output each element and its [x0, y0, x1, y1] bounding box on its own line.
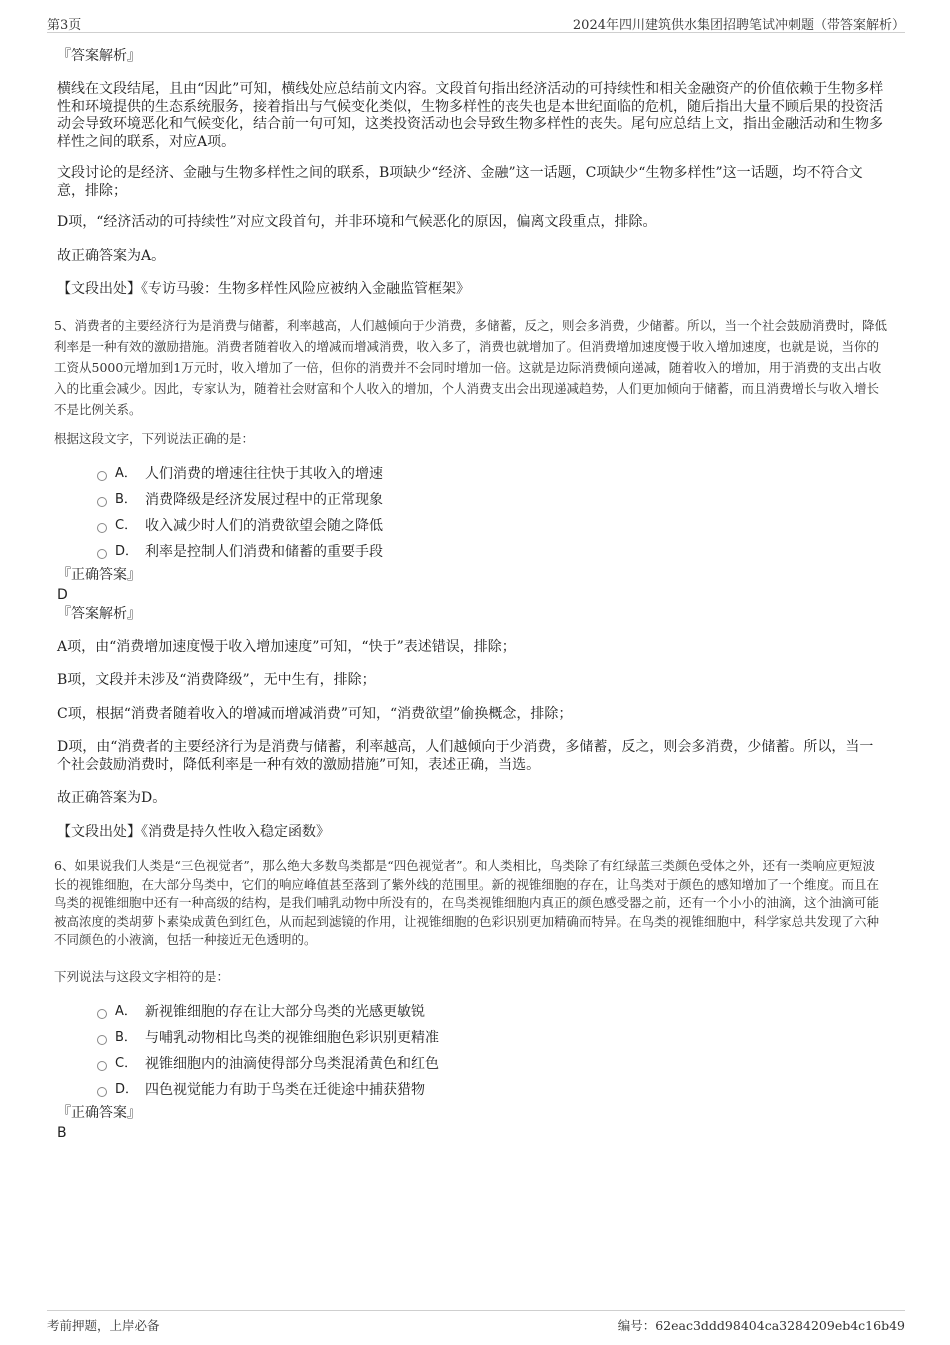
option-letter: B．	[115, 1029, 137, 1045]
radio-icon[interactable]	[97, 549, 107, 559]
option-letter: C．	[115, 1055, 138, 1071]
radio-icon[interactable]	[97, 1061, 107, 1071]
q6-stem: 6、如果说我们人类是“三色视觉者”，那么绝大多数鸟类都是“四色视觉者”。和人类相比，鸟类除了有红绿蓝三类颜色受体之外，还有一类响应更短波长的视锥细胞，在大部分鸟类中，它们的响应峰值甚至落到了紫外线的范围里。新的视锥细胞的存在，让鸟类对于颜色的感知增加了一个维度。而且在鸟类的视锥细胞中还有一种高级的结构，是我们哺乳动物中所没有的，在鸟类视锥细胞内真正的颜色感受器之前，还有一个小小的油滴，这个油滴可能被高浓度的类胡萝卜素染成黄色到红色，从而起到滤镜的作用，让视锥细胞的色彩识别更加精确而特异。在鸟类的视锥细胞中，科学家总共发现了六种不同颜色的小液滴，包括一种接近无色透明的。	[54, 858, 880, 947]
radio-icon[interactable]	[97, 523, 107, 533]
q5-analysis-c: C项，根据“消费者随着收入的增减而增减消费”可知，“消费欲望”偷换概念，排除；	[57, 705, 573, 722]
radio-icon[interactable]	[97, 471, 107, 481]
option-letter: D．	[115, 543, 139, 559]
option-text: 消费降级是经济发展过程中的正常现象	[145, 491, 383, 508]
option-text: 利率是控制人们消费和储蓄的重要手段	[145, 543, 383, 560]
option-letter: C．	[115, 517, 138, 533]
option-text: 与哺乳动物相比鸟类的视锥细胞色彩识别更精准	[145, 1029, 439, 1046]
q6-option-b[interactable]	[57, 1025, 887, 1051]
q6-option-c[interactable]	[57, 1051, 887, 1077]
radio-icon[interactable]	[97, 1035, 107, 1045]
q5-answer-label: 『正确答案』	[57, 566, 141, 583]
q5-option-d[interactable]	[57, 539, 887, 565]
q5-analysis-d: D项，由“消费者的主要经济行为是消费与储蓄，利率越高，人们越倾向于少消费，多储蓄，反之，则会多消费，少储蓄。所以，当一个社会鼓励消费时，降低利率是一种有效的激励措施”可知，表述正确，当选。	[57, 739, 874, 773]
footer-slogan: 考前押题，上岸必备	[47, 1318, 160, 1333]
radio-icon[interactable]	[97, 1087, 107, 1097]
page-footer	[47, 1310, 905, 1335]
q6-option-d[interactable]	[57, 1077, 887, 1103]
option-letter: A．	[115, 465, 137, 481]
option-letter: D．	[115, 1081, 139, 1097]
q5-analysis-b: B项，文段并未涉及“消费降级”，无中生有，排除；	[57, 672, 376, 688]
q5-answer-statement: 故正确答案为D。	[57, 790, 167, 806]
option-letter: A．	[115, 1003, 137, 1019]
option-text: 新视锥细胞的存在让大部分鸟类的光感更敏锐	[145, 1003, 425, 1020]
radio-icon[interactable]	[97, 497, 107, 507]
option-letter: B．	[115, 491, 137, 507]
q5-option-b[interactable]	[57, 487, 887, 513]
document-title: 2024年四川建筑供水集团招聘笔试冲刺题（带答案解析）	[572, 18, 905, 33]
q4-analysis-paragraph-3: D项，“经济活动的可持续性”对应文段首句，并非环境和气候恶化的原因，偏离文段重点，排除。	[57, 214, 657, 230]
page-content	[54, 46, 887, 1142]
q4-answer-statement: 故正确答案为A。	[57, 247, 166, 264]
q5-source: 【文段出处】《消费是持久性收入稳定函数》	[57, 823, 330, 840]
q5-analysis-label: 『答案解析』	[57, 605, 141, 622]
q6-option-a[interactable]	[57, 999, 887, 1025]
q5-answer: D	[57, 586, 68, 603]
q4-analysis-label: 『答案解析』	[57, 48, 141, 64]
page-number: 第3页	[47, 18, 82, 33]
q6-question: 下列说法与这段文字相符的是：	[54, 968, 230, 984]
q5-option-c[interactable]	[57, 513, 887, 539]
option-text: 人们消费的增速往往快于其收入的增速	[145, 465, 383, 482]
q5-option-a[interactable]	[57, 461, 887, 487]
radio-icon[interactable]	[97, 1009, 107, 1019]
q5-stem: 5、消费者的主要经济行为是消费与储蓄，利率越高，人们越倾向于少消费，多储蓄，反之，则会多消费，少储蓄。所以，当一个社会鼓励消费时，降低利率是一种有效的激励措施。消费者随着收入的增减而增减消费，收入多了，消费也就增加了。但消费增加速度慢于收入增加速度，也就是说，当你的工资从5000元增加到1万元时，收入增加了一倍，但你的消费并不会同时增加一倍。这就是边际消费倾向递减，随着收入的增加，用于消费的支出占收入的比重会减少。因此，专家认为，随着社会财富和个人收入的增加，个人消费支出会出现递减趋势，人们更加倾向于储蓄，而且消费增长与收入增长不是比例关系。	[54, 317, 887, 417]
q4-analysis-paragraph-1: 横线在文段结尾，且由“因此”可知，横线处应总结前文内容。文段首句指出经济活动的可持续性和相关金融资产的价值依赖于生物多样性和环境提供的生态系统服务，接着指出与气候变化类似，生物多样性的丧失也是本世纪面临的危机，随后指出大量不顾后果的投资活动会导致环境恶化和气候变化，结合前一句可知，这类投资活动也会导致生物多样性的丧失。尾句应总结上文，指出金融活动和生物多样性之间的联系，对应A项。	[57, 81, 884, 150]
q4-source: 【文段出处】《专访马骏：生物多样性风险应被纳入金融监管框架》	[57, 281, 470, 297]
q5-question: 根据这段文字，下列说法正确的是：	[54, 430, 255, 446]
q6-options	[57, 999, 887, 1103]
q6-answer-label: 『正确答案』	[57, 1104, 141, 1121]
document-id: 编号：62eac3ddd98404ca3284209eb4c16b49	[617, 1318, 905, 1333]
q5-options	[57, 461, 887, 565]
option-text: 收入减少时人们的消费欲望会随之降低	[145, 517, 383, 534]
q4-analysis-paragraph-2: 文段讨论的是经济、金融与生物多样性之间的联系，B项缺少“经济、金融”这一话题，C项缺少“生物多样性”这一话题，均不符合文意，排除；	[57, 165, 863, 199]
page-header	[47, 10, 905, 33]
option-text: 四色视觉能力有助于鸟类在迁徙途中捕获猎物	[145, 1081, 425, 1098]
option-text: 视锥细胞内的油滴使得部分鸟类混淆黄色和红色	[145, 1055, 439, 1072]
q6-answer: B	[57, 1124, 67, 1141]
q5-analysis-a: A项，由“消费增加速度慢于收入增加速度”可知，“快于”表述错误，排除；	[57, 638, 516, 655]
